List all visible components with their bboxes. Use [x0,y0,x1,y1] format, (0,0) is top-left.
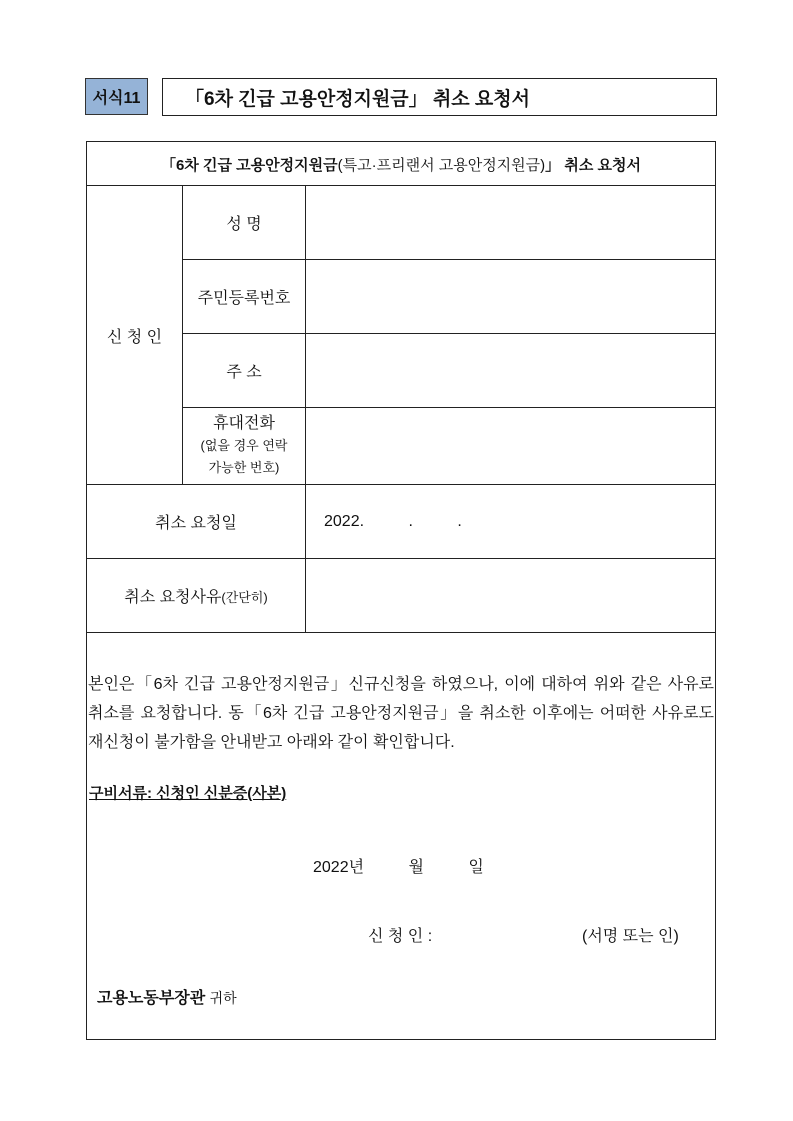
request-date-field[interactable]: 2022. . . [324,512,462,530]
statement-text: 본인은「6차 긴급 고용안정지원금」신규신청을 하였으나, 이에 대하여 위와 같은 사유로 취소를 요청합니다. 동「6차 긴급 고용안정지원금」을 취소한 이후에는 어떠한 사유로도 재신청이 불가함을 안내받고 아래와 같이 확인합니다. [88,676,714,751]
reason-note: (간단히) [221,590,268,605]
recipient-suffix: 귀하 [209,990,237,1006]
phone-label: 휴대전화 [213,415,275,432]
phone-note: (없을 경우 연락 [200,438,288,453]
phone-field[interactable] [306,408,715,484]
form-number-badge: 서식11 [85,78,148,115]
applicant-label: 신 청 인 [106,328,163,346]
header-title-bold: 「6차 긴급 고용안정지원금 [161,156,338,174]
reason-label-cell [87,559,305,632]
recipient: 고용노동부장관 [97,990,206,1007]
rrn-field[interactable] [306,260,715,333]
address-label: 주 소 [226,364,262,381]
table-header [87,142,715,186]
phone-note: 가능한 번호) [208,460,280,475]
header-title-end: 」 취소 요청서 [545,156,641,174]
signer-label: 신 청 인 : [368,928,433,945]
phone-label-cell [183,408,305,484]
date-line: 2022년 월 일 [313,859,484,876]
address-field[interactable] [306,334,715,407]
name-field[interactable] [306,186,715,259]
signature-note: (서명 또는 인) [582,928,679,945]
divider [87,632,715,633]
request-date-label: 취소 요청일 [155,515,237,532]
reason-label: 취소 요청사유 [124,589,222,606]
header-title-sub: (특고·프리랜서 고용안정지원금) [337,156,546,174]
recipient-line [97,985,237,1008]
required-documents: 구비서류: 신청인 신분증(사본) [89,785,287,802]
name-label: 성 명 [226,216,262,233]
rrn-label: 주민등록번호 [197,290,291,307]
form-title: 「6차 긴급 고용안정지원금」 취소 요청서 [162,78,717,116]
cancellation-form-table [86,141,716,1040]
reason-field[interactable] [306,559,715,632]
